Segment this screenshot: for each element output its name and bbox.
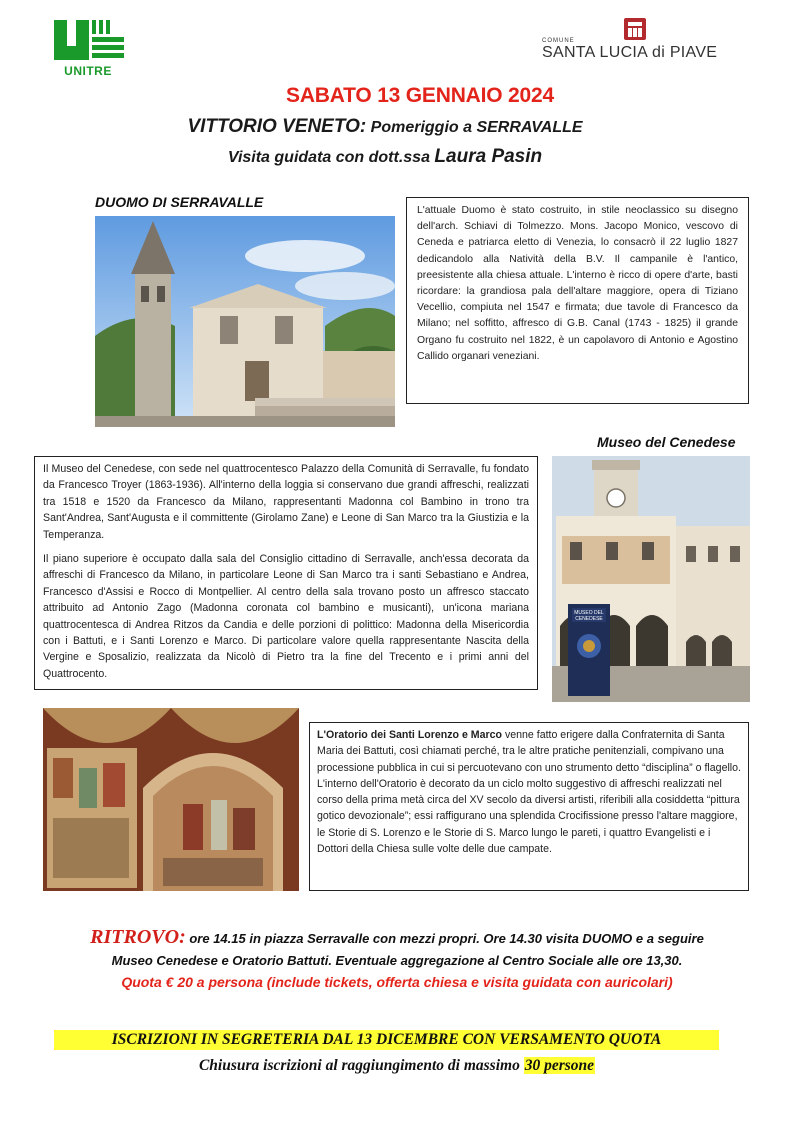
comune-name: SANTA LUCIA di PIAVE [542,44,718,61]
ritrovo-info: RITROVO: ore 14.15 in piazza Serravalle con mezzi propri. Ore 14.30 visita DUOMO e a seguire Museo Cenedese e Oratorio Battuti. Eventuale aggregazione al Centro Sociale alle ore 13,30. [90,926,704,968]
comune-label: COMUNE [542,38,575,44]
duomo-text-box: L'attuale Duomo è stato costruito, in stile neoclassico su disegno dell'arch. Schiavi di Tolmezzo. Mons. Jacopo Monico, vescovo di Ceneda e patriarca eletto di Venezia, lo consacrò il 22 luglio 1827 dedicandolo alla Natività della B.V. Il campanile è l'antico, preesistente alla chiesa attuale. L'interno è ricco di opere d'arte, basti ricordare: la grandiosa pala dell'altare maggiore, opera di Tiziano Vecellio, compiuta nel 1547 e firmata; due tavole di Francesco da Milano; nel soffitto, affresco di G.B. Canal (1743 - 1825) il grande Organo fu costruito nel 1822, è un capolavoro di Antonio e Agostino Callido organari veneziani. [406,197,749,404]
museo-sign-line1: MUSEO DEL [574,610,604,616]
oratorio-lead: L'Oratorio dei Santi Lorenzo e Marco [317,729,502,741]
museo-photo [552,456,750,702]
oratorio-text-box: L'Oratorio dei Santi Lorenzo e Marco venne fatto erigere dalla Confraternita di Santa Maria dei Battuti, così chiamati perché, tra le altre pratiche penitenziali, compivano una processione pubblica in cui si percuotevano con uno strumento detto “disciplina” o flagello. L'interno dell'Oratorio è decorato da un ciclo molto suggestivo di affreschi realizzati nel corso della prima metà circa del XV secolo da diversi artisti, riferibili alla cosiddetta “pittura gotico devozionale”; essi raffigurano una splendida Crocifissione presso l'altare maggiore, le Storie di S. Lorenzo e le Storie di S. Marco lungo le pareti, i quattro Evangelisti e i Dottori della Chiesa sulle volte delle due campate. [309,722,749,891]
comune-crest-icon [622,16,648,42]
chiusura-info: Chiusura iscrizioni al raggiungimento di massimo 30 persone [198,1057,595,1074]
duomo-heading: DUOMO DI SERRAVALLE [95,194,264,210]
guide-line: Visita guidata con dott.ssa Laura Pasin [227,146,543,167]
duomo-photo [95,216,395,427]
oratorio-photo [43,708,299,891]
museo-heading: Museo del Cenedese [597,434,736,450]
unitre-wordmark: UNITRE [64,64,112,78]
museo-sign-line2: CENEDESE [575,616,603,622]
max-participants: 30 persone [524,1057,595,1074]
quota-info: Quota € 20 a persona (include tickets, offerta chiesa e visita guidata con auricolari) [121,974,673,990]
event-date: SABATO 13 GENNAIO 2024 [286,84,554,107]
museo-text-box: Il Museo del Cenedese, con sede nel quattrocentesco Palazzo della Comunità di Serravalle, fu fondato da Francesco Troyer (1863-1936). All'interno della loggia si conservano due grandi affreschi, realizzati tra 1518 e 1520 da Francesco da Milano, rappresentanti Madonna col Bambino in trono tra Sant'Andrea, Sant'Augusta e il committente (Girolamo Zane) e Leone di San Marco tra la Giustizia e la Temperanza. Il piano superiore è occupato dalla sala del Consiglio cittadino di Serravalle, anch'essa decorata da affreschi di Francesco da Milano, in particolare Leone di San Marco tra i santi Sebastiano e Andrea, Francesco d'Assisi e Rocco di Montpellier. Al centro della sala trovano posto un affresco staccato attribuito ad Antonio Zago (Madonna coronata col bambino e musicanti), un'icona mariana quattrocentesca di Andrea Ritzos da Candia e delle porzioni di polittico: Madonna della Misericordia con i Battuti, e i Santi Lorenzo e Marco. Di particolare valore quella rappresentante Nascita della Vergine e Sposalizio, realizzata da Nicolò di Pietro tra la fine del Trecento e i primi anni del Quattrocento. [34,456,538,690]
iscrizioni-banner: ISCRIZIONI IN SEGRETERIA DAL 13 DICEMBRE CON VERSAMENTO QUOTA [54,1030,719,1050]
ritrovo-label: RITROVO: [90,926,186,948]
event-title: VITTORIO VENETO: Pomeriggio a SERRAVALLE [187,116,583,137]
